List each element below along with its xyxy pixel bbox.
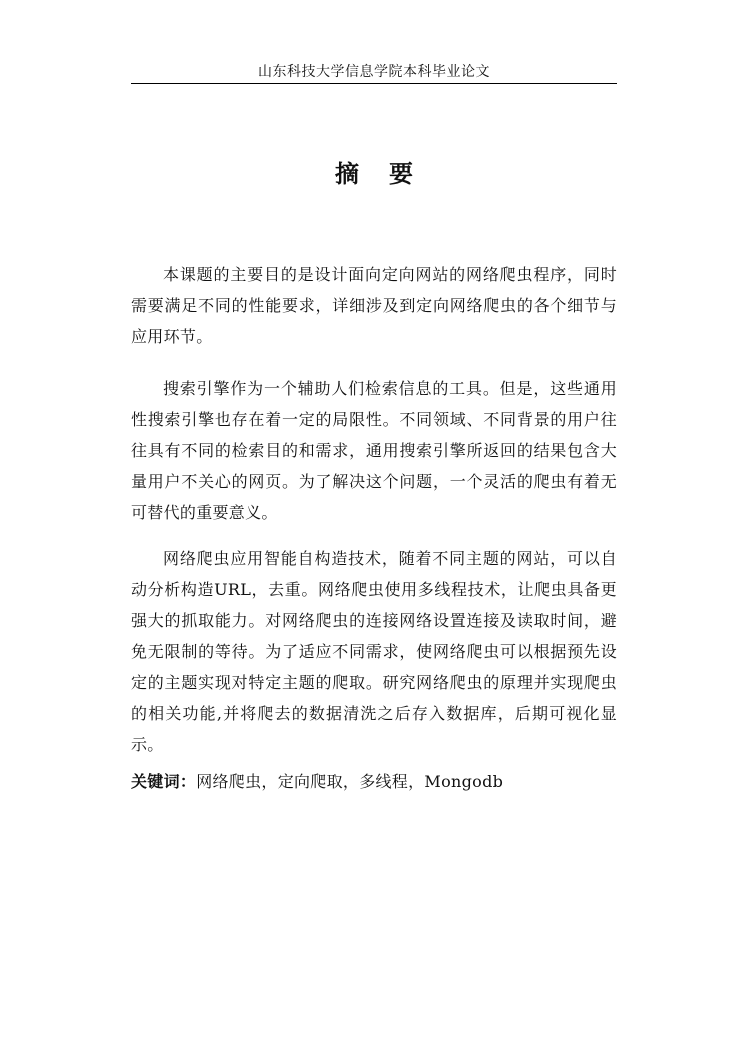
abstract-title-char-2: 要 xyxy=(389,159,413,188)
keywords-label: 关键词： xyxy=(131,772,197,791)
header-rule xyxy=(131,83,617,84)
keywords-value: 网络爬虫，定向爬取，多线程，Mongodb xyxy=(196,772,504,791)
abstract-title xyxy=(131,156,617,192)
abstract-paragraph-2: 搜索引擎作为一个辅助人们检索信息的工具。但是，这些通用性搜索引擎也存在着一定的局限性。不同领域、不同背景的用户往往具有不同的检索目的和需求，通用搜索引擎所返回的结果包含大量用户不关心的网页。为了解决这个问题，一个灵活的爬虫有着无可替代的重要意义。 xyxy=(131,379,617,522)
abstract-paragraph-3: 网络爬虫应用智能自构造技术，随着不同主题的网站，可以自动分析构造URL，去重。网络爬虫使用多线程技术，让爬虫具备更强大的抓取能力。对网络爬虫的连接网络设置连接及读取时间，避免无限制的等待。为了适应不同需求，使网络爬虫可以根据预先设定的主题实现对特定主题的爬取。研究网络爬虫的原理并实现爬虫的相关功能,并将爬去的数据清洗之后存入数据库，后期可视化显示。 xyxy=(131,549,617,754)
abstract-title-char-1: 摘 xyxy=(335,159,359,188)
abstract-paragraph-1: 本课题的主要目的是设计面向定向网站的网络爬虫程序，同时需要满足不同的性能要求，详细涉及到定向网络爬虫的各个细节与应用环节。 xyxy=(131,265,617,346)
keywords-line xyxy=(131,766,617,797)
running-header: 山东科技大学信息学院本科毕业论文 xyxy=(258,64,490,80)
